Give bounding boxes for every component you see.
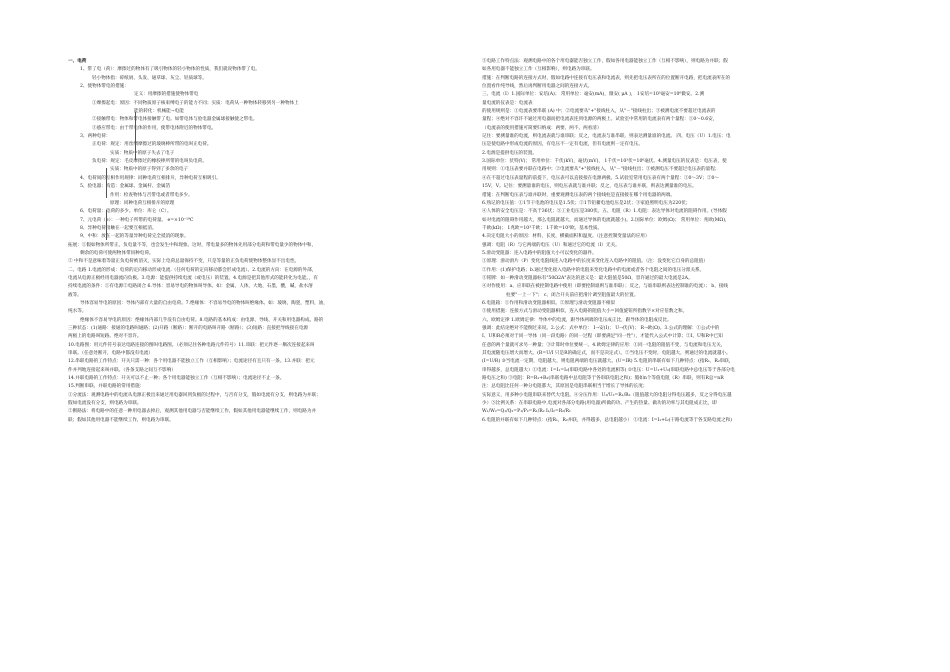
text-line: 实质：物质中的原子失去了电子 <box>110 150 175 156</box>
text-line: （电流表的使用措施可简要归纳成：两要、两不、两看清） <box>482 125 602 131</box>
text-line: 实质：物质中的原子得到了多余的电子 <box>110 167 189 173</box>
text-line: 6.熟记的电压值：①1节干电池的电压是1.5伏；②1节铅蓄电池电压是2伏；③家庭照明电压为220伏； <box>482 200 691 206</box>
text-line: ③感应带电：由于带电体的作用，使带电体附近的物体带电。 <box>92 125 217 131</box>
text-line: 拓展：①假如物体所带正、负电量不等，也会发生中和现象。这时，带电量多的物体先用部分电荷和带电量少的物体中和， <box>68 242 317 248</box>
text-line: 2.电源是提供电压的装置。 <box>482 150 537 156</box>
text-line: 7、元电荷（e）：一种电子所带的电荷量。 e=×10⁻¹⁹C <box>80 217 194 223</box>
text-line: ④人体的安全电压是：不高于36伏；⑤工业电压是380伏。五、电阻（R）1.电阻：表达导体对电流的阻碍作用。(导体假 <box>482 209 727 215</box>
text-line: 强调：电阻（R）与它两端的电压（U）和通过它的电流（I）无关。 <box>482 242 620 248</box>
left-column <box>68 58 468 425</box>
text-line: 两极上的电路叫短路。绝对不容许。 <box>68 334 142 340</box>
text-line: ② 中和不是意味着等量正负电荷被消灭，实际上电荷总量保持不变，只是等量的正负电荷使物体整体显不出电性。 <box>68 259 300 265</box>
text-line: 一、电荷 <box>68 59 87 64</box>
text-line: 定义：用摩擦的措施使物体带电 <box>134 92 199 98</box>
text-line: 原理：同种电荷互相排斥的原理 <box>110 200 175 206</box>
text-line: 持续电流的条件：①有电源②电路闭合 6.导体：容易导电的物体叫导体。如：金属，人体，大地，石墨，酸，碱，盐水溶 <box>68 284 313 290</box>
text-line: 10.电路图：用元件符号表达电路连接的图叫电路图。（必须记住各种电路元件符号）11.串联：把元件逐一顺次连接起来叫 <box>68 342 315 348</box>
text-line: 六、欧姆定律 1.欧姆定律：导体中的电流，跟导体两端的电压成正比，跟导体的电阻成反比。 <box>482 317 672 323</box>
text-line: 措施：在判断电压表与谁并联时，重要观测电压表的两个接线柱是直接接在哪个用电器的两端。 <box>482 192 675 198</box>
text-line: ②作用：(1)保护电路；b.通过变化接入电路中的电阻来变化电路中的电流或者各个电阻之间的电压分派关系。 <box>482 267 705 273</box>
text-line: 6.电阻的并联有如下几种特点：(指R₁，R₂并联，并得越多，总电阻越小） ①电流：I=I₁+I₂(干路电流等于各支路电流之和) <box>482 417 732 423</box>
text-line: 千欧(kΩ)； 1兆欧=10³千欧； 1千欧=10³欧。基本性质。 <box>482 225 603 231</box>
text-line: 轻小物体指：碎纸屑、头发、通草球、灰尘、轻质球等。 <box>92 75 207 81</box>
text-line: W₁/W₂=Q₁/Q₂=P₁/P₂=R₁/R₂ I₁/I₂=R₂/R₁ <box>482 409 571 415</box>
text-line: 强调：此结论绝对不能倒过来说。2.公式：式中单位： I→安(I)； U→伏(V)； R→欧(Ω)。3.公式的理解：①公式中的 <box>482 326 720 331</box>
text-line: 措施：在判断电路的连接方式时，假如电路中连接有电压表和电流表，则先把电压表所在的位置断开电路，把电流表所在的 <box>482 75 731 81</box>
text-line: 其电流随电压增大而增大。(R=U/I 只是R的确定式，而不是决定式）。②当电压不变时，电阻越大，则通过的电流就越小。 <box>482 351 731 357</box>
text-line: 6、电荷量：电荷的多少。单位：库仑（C）。 <box>80 209 172 215</box>
text-line: 如各用电器不能独立工作（互相影响），则电路为串联。 <box>482 67 595 73</box>
text-line: 如对电流的阻碍作用越大，那么电阻就越大，而通过导体的电流就越小)。2.国际单位：欧姆(Ω)； 常用单位：兆欧(MΩ)， <box>482 217 730 223</box>
text-line: 路电压之和) ③电阻：R=R₁+R₂(串联电路中总电阻等于各串联电阻之和)；假如n个等值电阻（R）串联，则有R总=nR <box>482 376 724 382</box>
text-line: ④在不超过电压表量程的前提下，电压表可以直接接在电源两极。5.试验室常用电压表有两个量程：①0～3V；②0～ <box>482 175 719 181</box>
text-line: (I=U/R) ③当电流一定期，电阻越大，则电阻两端的电压就越大。(U=IR) 5.电阻的串联有如下几种特点：(指R₁，R₂串联， <box>482 359 734 365</box>
text-line: 注：总电阻比任何一种分电阻都大，其原因是电阻串联相当于增长了导体的长度； <box>482 384 648 390</box>
text-line: 压是使电路中形成电流的原因，有电压不一定有电流，但有电流则一定有电压。 <box>482 142 643 148</box>
text-line: 三种状态：(1)通路：接通的电路叫通路；(2)开路（断路）：断开的电路叫开路（断路）；(3)短路：直接把导线接在电源 <box>68 326 309 331</box>
text-line: 14.并联电路的工作特点：开关可以不止一种；各个用电器能独立工作（互相不影响）；电流途径不止一条。 <box>68 376 285 382</box>
text-line: 能的转化：机械能→电能 <box>134 109 184 115</box>
text-line: ②断路法：将电路中的任意一种用电器去掉后，观测其他用电器与否能继续工作，假如其他用电器能继续工作，则电路为并 <box>68 409 317 415</box>
text-line: 位置看作纯导线，然后再判断用电器之间的连接方式。 <box>482 84 593 90</box>
text-line: 件并列地连接起来叫并联。（各条支路之间互不影响） <box>68 367 176 373</box>
text-line: 3、两种电荷： <box>80 134 111 140</box>
brace-line <box>106 210 107 240</box>
text-line: ③铭牌：如一种滑动变阻器标有"50Ω2A"表达的意义是：最大阻值是50Ω，容许通过的最大电流是2A。 <box>482 275 693 281</box>
text-line: 联；假如其他用电器不能继续工作，则电路为串联。 <box>68 417 174 423</box>
text-line: 任意的两个量就可求另一种量；③计算时单位要统一。4.欧姆定律的应用：①同一电阻的阻值不变，与电流和电压无关， <box>482 342 726 348</box>
text-line: 电流从电源正极经用电器流向负极。3.电源：能提供持续电流（或电压）的装置。4.电源是把其他形式的能转化为电能。，有 <box>68 275 318 281</box>
brace-line <box>135 112 136 160</box>
text-line: 纯水等。 <box>68 309 87 315</box>
text-line: 假如电流没有分支，则电路为串联。 <box>68 401 142 407</box>
text-line: ②接触带电：物体和带电体接触带了电。如带电体与验电器金属球接触使之带电。 <box>92 117 258 123</box>
text-line: 三、电流（I）1.国际单位：安培(A)； 常用单位：毫安(mA)，微安( μA )， 1安培=10³毫安=10⁶微安。2.测 <box>482 92 705 98</box>
brace-line <box>106 168 107 198</box>
text-line: 导体容易导电的原因：导体内部有大量的自由电荷。7.绝缘体：不容易导电的物体叫绝缘体。如：玻璃，陶瓷，塑料，油， <box>80 300 328 306</box>
text-line: ①摩擦起电：原因：不同物质原子核束缚电子的能力不同；实质：电荷从一种物体转移到另一种物体上 <box>92 100 299 106</box>
text-line: 8、异种电荷接触在一起要互相抵消。 <box>80 225 157 231</box>
text-line: ①原理：滑动滑片（P）变化电阻线连入电路中的长度来变化连入电路中的阻值。（注：没变化它自身的总阻值） <box>482 259 708 265</box>
text-line: 用规则：①电压表要并联在电路中；②电流要从"+"接线柱入，从"－"接线柱出；③被测电压不要超过电压表的量程； <box>482 167 720 173</box>
text-line: ③使用措施：连接方式与滑动变阻器相似，连入电路的阻值大小=回值旋钮所指数字×对应倍数之和。 <box>482 309 688 315</box>
text-line: 串联。（任意处断开，电路中都没有电流） <box>68 351 153 357</box>
text-line: 5、验电器：构造：金属球、金属杆、金属箔 <box>80 184 171 190</box>
text-line: 15.判断串联、并联电路的常用措施： <box>68 384 145 390</box>
text-line: 1、带了电（荷）：摩擦过的物体有了吸引物体的轻小物体的性质，我们就说物体带了电。 <box>80 67 260 73</box>
text-line: 3.国际单位：伏特(V)； 常用单位：千伏(kV)，毫伏(mV)， 1千伏=10³伏=10⁶毫伏。4.测量电压的仪表是：电压表，使 <box>482 159 727 165</box>
text-line: 9、中和：放在一起的等量异种电荷完全抵消的现象。 <box>80 234 189 240</box>
text-line: ③电路工作特点法：观测电路中的各个用电器能否独立工作，假如各用电器能独立工作（互相不影响），则电路为并联；假 <box>482 59 728 64</box>
text-line: ④对作使用：a、应串联在被控制电路中使用（即要控制谁则与谁串联）；反之，与谁串联则表达控制谁的电流）； b、接线 <box>482 284 729 290</box>
right-column <box>482 58 884 425</box>
text-line: 串得越多，总电阻越大）①电流：I=I₁=I₂(串联电路中各处的电流相等) ②电压：U=U₁+U₂(串联电路中总电压等于各部分电 <box>482 367 735 373</box>
text-line: 实际意义，用多种小电阻串联来替代大电阻。④分压作用：U₁/U₂=R₁/R₂（阻值越大的电阻分得电压越多，反之分得电压越 <box>482 392 732 398</box>
text-line: 柱要"一上一下"； c、闭合开关前应把滑片调至阻值最大的位置。 <box>506 292 639 298</box>
text-line: 的使用规则是：①电流表要串联 (A) 中；②电流要从"+"接线柱入，从"－"接线柱出；③被测电流不要超过电流表的 <box>482 109 716 115</box>
text-line: 15V，V。记住：要测量谁的电压，则电压表就与谁并联；反之，电压表与谁并联，则表达测量谁的电压。 <box>482 184 697 190</box>
text-line: 6.电阻箱：①作用和滑动变阻器相似。②原理与滑动变阻器不相似 <box>482 300 616 306</box>
text-line: 正电荷：规定：用丝绸摩擦过的玻璃棒所带的电叫正电荷。 <box>92 142 212 148</box>
text-line: 液等。 <box>68 292 82 298</box>
text-line: ①分流法：观测电路中的电流从电源正极出来通过用电器回到负极的过程中，与否有分支，假如电流有分支，则电路为并联； <box>68 392 321 398</box>
text-line: 4、电荷间的互相作用规律：同种电荷互相排斥，异种电荷互相吸引。 <box>80 175 221 181</box>
text-line: 2、使物体带电的措施： <box>80 84 129 90</box>
text-line: I、U和R必须对于同一导体（同一段电路）的同一过程（即要满足"同一性"），才能代入公式中计算；②I、U和R中已知 <box>482 334 723 340</box>
text-line: 4.决定电阻大小的原因：材料，长度，横截面积和温度。（注意控制变量法的应用） <box>482 234 650 240</box>
text-line: 5.滑动变阻器：连入电路中的阻值大小可以变化的器件。 <box>482 250 597 256</box>
text-line: 12.串联电路的工作特点：开关只需一种：各个用电器不能独立工作（互相影响）；电流途径有且只有一条。13.并联：把元 <box>68 359 315 365</box>
text-line: 记住：要测量谁的电流，则电流表就与谁串联；反之，电流表与谁串联，则表达测量谁的电流。 四、电压（U）1.电压：电 <box>482 134 731 140</box>
text-line: 二、电路 1.电流的形成：电荷的定向移动形成电流.（任何电荷的定向移动都会形成电流）。2.电流的方向：在电源的外部， <box>68 267 317 273</box>
text-line: 负电荷：规定：毛皮摩擦过的橡胶棒所带的电叫负电荷。 <box>92 159 207 165</box>
text-line: 少）⑤比例关系：在串联电路中,电流对各部分电路(用电器)所做的功、产生的热量、做功的功率与其电阻成正比，即 <box>482 401 717 407</box>
text-line: 量电流的仪表是：电流表 <box>482 100 533 106</box>
text-line: 作用：检查物体与否带电或者带电多少。 <box>110 192 193 198</box>
text-line: 剩余的电荷可使两物体带同种电荷。 <box>80 250 154 256</box>
text-line: 绝缘体不容易导电的原因：绝缘体内部几乎没有自由电荷。8.电路的基本构成：由电源、导线、开关和用电器构成。路的 <box>80 317 324 323</box>
text-line: 量程；④绝对不容许不通过用电器而把电流表连到电源的两极上。试验室中常用的电流表有两个量程：①0～0.6安， <box>482 117 718 123</box>
